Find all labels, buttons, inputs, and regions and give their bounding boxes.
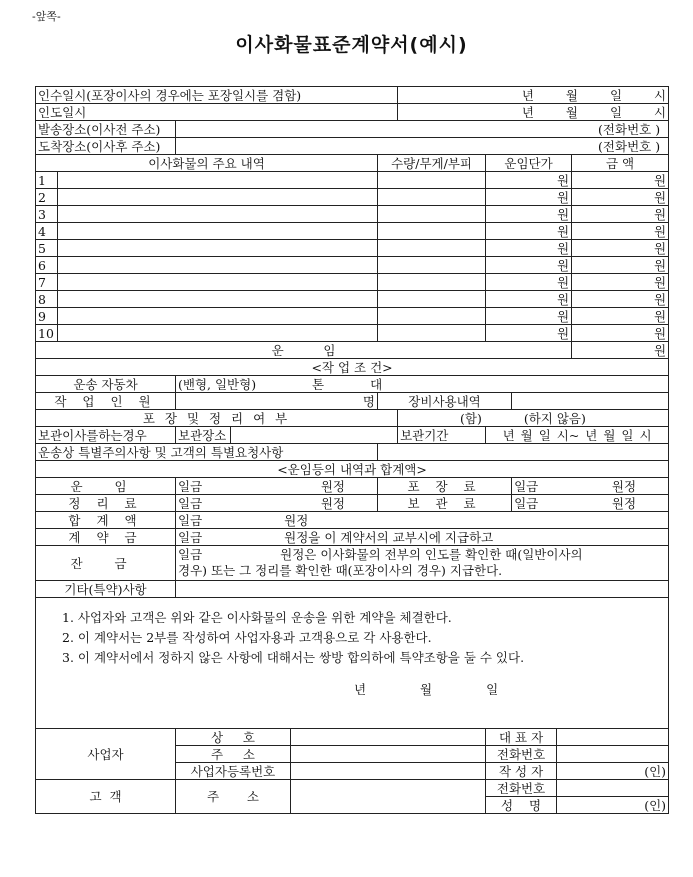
customer-row-1 — [36, 780, 669, 797]
item-quantity[interactable] — [378, 223, 486, 240]
business-reg-value[interactable] — [291, 763, 486, 780]
item-unit-price[interactable]: 원 — [486, 291, 572, 308]
item-row — [36, 189, 669, 206]
pack-no[interactable]: (하지 않음) — [523, 410, 586, 426]
fees-title: <운임등의 내역과 합계액> — [36, 461, 669, 478]
total-amount[interactable] — [176, 512, 669, 529]
item-number: 4 — [36, 223, 58, 240]
item-unit-price[interactable]: 원 — [486, 172, 572, 189]
item-amount[interactable]: 원 — [572, 206, 669, 223]
item-row — [36, 274, 669, 291]
amount-prefix: 일금 — [178, 547, 203, 562]
receive-label: 인수일시(포장이사의 경우에는 포장일시를 겸함) — [36, 87, 398, 104]
item-amount[interactable]: 원 — [572, 291, 669, 308]
item-quantity[interactable] — [378, 257, 486, 274]
item-number: 2 — [36, 189, 58, 206]
item-description[interactable] — [58, 325, 378, 342]
item-quantity[interactable] — [378, 206, 486, 223]
item-number: 10 — [36, 325, 58, 342]
item-amount[interactable]: 원 — [572, 172, 669, 189]
to-phone[interactable]: (전화번호 ) — [176, 138, 669, 155]
storage-row — [36, 427, 669, 444]
item-number: 8 — [36, 291, 58, 308]
item-number: 1 — [36, 172, 58, 189]
item-row — [36, 308, 669, 325]
item-quantity[interactable] — [378, 240, 486, 257]
storage-period-label: 보관기간 — [398, 427, 486, 444]
business-reg-label: 사업자등록번호 — [176, 763, 291, 780]
receive-value[interactable]: 년 월 일 시 — [398, 87, 669, 104]
item-amount[interactable]: 원 — [572, 274, 669, 291]
item-row — [36, 172, 669, 189]
item-description[interactable] — [58, 257, 378, 274]
business-rep-label: 대 표 자 — [486, 729, 557, 746]
vehicle-row — [36, 376, 669, 393]
item-unit-price[interactable]: 원 — [486, 274, 572, 291]
date-day: 일 — [486, 682, 499, 697]
other-value[interactable] — [176, 581, 669, 598]
business-writer-label: 작 성 자 — [486, 763, 557, 780]
from-row — [36, 121, 669, 138]
business-address-label: 주 소 — [176, 746, 291, 763]
item-description[interactable] — [58, 172, 378, 189]
fee-freight-label: 운 임 — [36, 478, 176, 495]
business-address-value[interactable] — [291, 746, 486, 763]
amount-prefix: 일금 — [178, 529, 203, 545]
conditions-title: <작 업 조 건> — [36, 359, 669, 376]
workers-label: 작 업 인 원 — [36, 393, 176, 410]
customer-label: 고 객 — [36, 780, 176, 814]
item-row — [36, 240, 669, 257]
business-name-value[interactable] — [291, 729, 486, 746]
item-amount[interactable]: 원 — [572, 240, 669, 257]
item-unit-price[interactable]: 원 — [486, 240, 572, 257]
customer-address-label: 주 소 — [176, 780, 291, 814]
amount-suffix: 원정 — [611, 495, 637, 511]
item-description[interactable] — [58, 206, 378, 223]
item-number: 6 — [36, 257, 58, 274]
total-label: 합 계 액 — [36, 512, 176, 529]
storage-place-value[interactable] — [231, 427, 398, 444]
storage-label: 보관이사를하는경우 — [36, 427, 176, 444]
fee-storage-label: 보 관 료 — [378, 495, 512, 512]
fee-arrange-label: 정 리 료 — [36, 495, 176, 512]
fees-title-row — [36, 461, 669, 478]
item-description[interactable] — [58, 240, 378, 257]
amount-prefix: 일금 — [178, 478, 203, 494]
item-amount[interactable]: 원 — [572, 223, 669, 240]
document-title: 이사화물표준계약서(예시) — [235, 34, 468, 56]
item-row — [36, 257, 669, 274]
note-2: 2. 이 계약서는 2부를 작성하여 사업자용과 고객용으로 각 사용한다. — [62, 630, 432, 645]
pack-yes[interactable]: (함) — [460, 410, 482, 426]
date-month: 월 — [420, 682, 433, 697]
item-unit-price[interactable]: 원 — [486, 223, 572, 240]
amount-prefix: 일금 — [178, 512, 203, 528]
balance-text-1: 원정은 이사화물의 전부의 인도를 확인한 때(일반이사의 — [280, 547, 583, 562]
to-row — [36, 138, 669, 155]
fee-storage-amount[interactable] — [512, 495, 669, 512]
total-row — [36, 512, 669, 529]
customer-address-value[interactable] — [291, 780, 486, 814]
item-row — [36, 223, 669, 240]
item-description[interactable] — [58, 189, 378, 206]
deposit-text: 원정을 이 계약서의 교부시에 지급하고 — [284, 529, 494, 545]
balance-row — [36, 546, 669, 581]
item-description[interactable] — [58, 291, 378, 308]
customer-phone-label: 전화번호 — [486, 780, 557, 797]
item-number: 7 — [36, 274, 58, 291]
business-rep-value[interactable] — [557, 729, 669, 746]
other-label: 기타(특약)사항 — [36, 581, 176, 598]
item-rows — [36, 172, 669, 342]
special-value[interactable] — [378, 444, 669, 461]
from-phone[interactable]: (전화번호 ) — [176, 121, 669, 138]
items-header-row — [36, 155, 669, 172]
other-row — [36, 581, 669, 598]
pack-row — [36, 410, 669, 427]
from-label: 발송장소(이사전 주소) — [36, 121, 176, 138]
freight-unit[interactable]: 원 — [572, 342, 669, 359]
business-name-label: 상 호 — [176, 729, 291, 746]
item-quantity[interactable] — [378, 291, 486, 308]
amount-prefix: 일금 — [178, 495, 203, 511]
vehicle-type: (밴형, 일반형) — [178, 376, 257, 392]
fee-freight-amount[interactable] — [176, 478, 378, 495]
note-1: 1. 사업자와 고객은 위와 같은 이사화물의 운송을 위한 계약을 체결한다. — [62, 610, 452, 625]
fee-packing-amount[interactable] — [512, 478, 669, 495]
item-quantity[interactable] — [378, 274, 486, 291]
contract-form-table — [35, 86, 669, 814]
item-description[interactable] — [58, 274, 378, 291]
workers-row — [36, 393, 669, 410]
balance-label: 잔 금 — [36, 546, 176, 581]
item-unit-price[interactable]: 원 — [486, 257, 572, 274]
pack-label: 포 장 및 정 리 여 부 — [36, 410, 398, 427]
receive-row — [36, 87, 669, 104]
item-unit-price[interactable]: 원 — [486, 206, 572, 223]
amount-prefix: 일금 — [514, 478, 539, 494]
deliver-label: 인도일시 — [36, 104, 398, 121]
notes-block — [36, 598, 669, 729]
vehicle-label: 운송 자동차 — [36, 376, 176, 393]
item-number: 3 — [36, 206, 58, 223]
item-amount[interactable]: 원 — [572, 325, 669, 342]
item-quantity[interactable] — [378, 189, 486, 206]
item-quantity[interactable] — [378, 325, 486, 342]
deliver-row — [36, 104, 669, 121]
item-amount[interactable]: 원 — [572, 308, 669, 325]
amount-suffix: 원정 — [320, 478, 345, 494]
note-3: 3. 이 계약서에서 정하지 않은 사항에 대해서는 쌍방 합의하에 특약조항을 둘 수 있다. — [62, 650, 525, 665]
freight-row — [36, 342, 669, 359]
fee-row-1 — [36, 478, 669, 495]
amount-suffix: 원정 — [611, 478, 637, 494]
amount-suffix: 원정 — [320, 495, 345, 511]
special-label: 운송상 특별주의사항 및 고객의 특별요청사항 — [36, 444, 378, 461]
special-row — [36, 444, 669, 461]
item-number: 9 — [36, 308, 58, 325]
pack-options[interactable] — [398, 410, 669, 427]
customer-seal[interactable]: (인) — [557, 797, 669, 814]
business-phone-label: 전화번호 — [486, 746, 557, 763]
item-amount[interactable]: 원 — [572, 257, 669, 274]
business-phone-value[interactable] — [557, 746, 669, 763]
notes-row — [36, 598, 669, 729]
fee-packing-label: 포 장 료 — [378, 478, 512, 495]
item-unit-price[interactable]: 원 — [486, 308, 572, 325]
equipment-value[interactable] — [512, 393, 669, 410]
item-amount[interactable]: 원 — [572, 189, 669, 206]
deposit-amount[interactable] — [176, 529, 669, 546]
deliver-value[interactable]: 년 월 일 시 — [398, 104, 669, 121]
item-row — [36, 206, 669, 223]
business-row-1 — [36, 729, 669, 746]
item-description[interactable] — [58, 223, 378, 240]
balance-amount[interactable] — [176, 546, 669, 581]
items-header-amount: 금 액 — [572, 155, 669, 172]
storage-place-label: 보관장소 — [176, 427, 231, 444]
item-unit-price[interactable]: 원 — [486, 325, 572, 342]
customer-phone-value[interactable] — [557, 780, 669, 797]
storage-dates[interactable]: 년 월 일 시~ 년 월 일 시 — [486, 427, 669, 444]
items-header-qty: 수량/무게/부피 — [378, 155, 486, 172]
fee-row-2 — [36, 495, 669, 512]
vehicle-value[interactable] — [176, 376, 669, 393]
to-label: 도착장소(이사후 주소) — [36, 138, 176, 155]
item-description[interactable] — [58, 308, 378, 325]
date-year: 년 — [354, 682, 367, 697]
item-row — [36, 325, 669, 342]
fee-arrange-amount[interactable] — [176, 495, 378, 512]
conditions-title-row — [36, 359, 669, 376]
customer-name-label: 성 명 — [486, 797, 557, 814]
items-header-desc: 이사화물의 주요 내역 — [36, 155, 378, 172]
workers-unit[interactable]: 명 — [176, 393, 378, 410]
equipment-label: 장비사용내역 — [378, 393, 512, 410]
items-header-unit: 운임단가 — [486, 155, 572, 172]
contract-date[interactable] — [62, 680, 668, 700]
vehicle-count-unit: 대 — [370, 376, 383, 392]
business-seal[interactable]: (인) — [557, 763, 669, 780]
vehicle-ton: 톤 — [312, 376, 325, 392]
amount-suffix: 원정 — [284, 512, 309, 528]
deposit-row — [36, 529, 669, 546]
balance-text-2: 경우) 또는 그 정리를 확인한 때(포장이사의 경우) 지급한다. — [178, 563, 503, 578]
amount-prefix: 일금 — [514, 495, 539, 511]
deposit-label: 계 약 금 — [36, 529, 176, 546]
item-quantity[interactable] — [378, 308, 486, 325]
freight-label: 운 임 — [36, 342, 572, 359]
item-row — [36, 291, 669, 308]
page-label: -앞쪽- — [32, 10, 61, 23]
item-quantity[interactable] — [378, 172, 486, 189]
item-unit-price[interactable]: 원 — [486, 189, 572, 206]
item-number: 5 — [36, 240, 58, 257]
business-label: 사업자 — [36, 729, 176, 780]
